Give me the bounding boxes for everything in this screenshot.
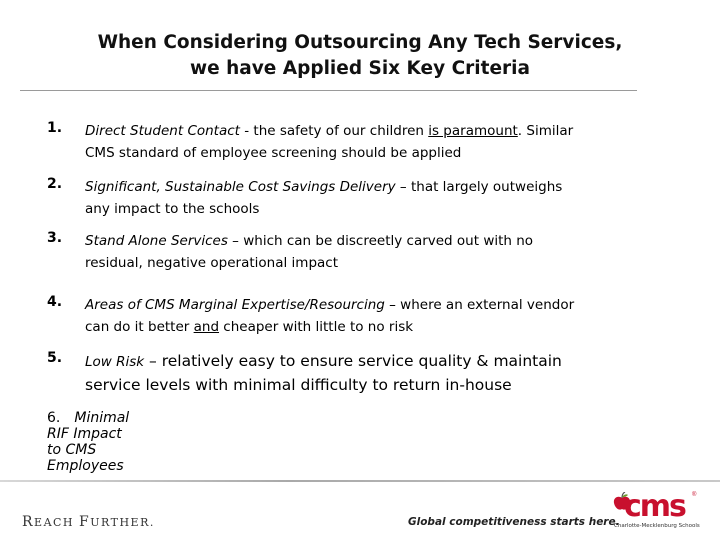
logo-subtitle: Charlotte-Mecklenburg Schools xyxy=(614,523,700,529)
footer-tagline: Global competitiveness starts here. xyxy=(408,516,620,528)
slogan-cap: F xyxy=(79,514,91,530)
criterion-number: 3. xyxy=(47,230,63,246)
criterion-text xyxy=(85,350,685,397)
criterion-line-1 xyxy=(85,294,685,316)
criterion-label: Stand Alone Services xyxy=(85,233,228,249)
criterion-line-1 xyxy=(85,350,685,374)
criterion-desc: – which can be discreetly carved out with no xyxy=(227,233,534,249)
criterion-number: 1. xyxy=(47,120,63,136)
slide-title xyxy=(20,30,700,82)
criterion-line-2 xyxy=(85,316,685,338)
slogan-small: URTHER. xyxy=(90,516,155,529)
criterion-label: Areas of CMS Marginal Expertise/Resourcing – xyxy=(85,297,396,313)
criterion-text xyxy=(85,176,685,220)
criterion-desc: . Similar xyxy=(517,123,574,139)
title-line-1: When Considering Outsourcing Any Tech Services, xyxy=(97,32,623,53)
criterion-desc: cheaper with little to no risk xyxy=(219,319,414,335)
slogan-small: EACH xyxy=(34,516,80,529)
criterion-line-1 xyxy=(85,230,685,252)
criterion-line-2: any impact to the schools xyxy=(85,201,260,217)
criterion-label: Low Risk xyxy=(85,354,145,370)
criterion-number: 4. xyxy=(47,294,63,310)
cms-logo xyxy=(612,490,698,530)
title-divider xyxy=(20,90,637,91)
criterion-desc: - the safety of our children xyxy=(239,123,429,139)
title-line-2: we have Applied Six Key Criteria xyxy=(190,58,530,79)
criterion-6 xyxy=(47,410,129,474)
criterion-line-2: CMS standard of employee screening should be applied xyxy=(85,145,462,161)
criterion-desc: – that largely outweighs xyxy=(395,179,563,195)
registered-mark: ® xyxy=(692,492,697,498)
criterion-desc: where an external vendor xyxy=(395,297,575,313)
criterion-label: Minimal RIF Impact to CMS Employees xyxy=(47,410,130,474)
criterion-label: Significant, Sustainable Cost Savings Delivery xyxy=(85,179,396,195)
criterion-line-2: residual, negative operational impact xyxy=(85,255,338,271)
criterion-text xyxy=(85,120,685,164)
underlined-phrase: is paramount xyxy=(428,123,518,139)
reach-further-slogan xyxy=(22,514,155,530)
criterion-text xyxy=(85,230,685,274)
underlined-word: and xyxy=(193,319,220,335)
criterion-line-1 xyxy=(85,120,685,142)
logo-wordmark: cms xyxy=(624,489,685,524)
criterion-desc: – relatively easy to ensure service quality & maintain xyxy=(144,352,562,370)
criterion-label: Direct Student Contact xyxy=(85,123,240,139)
criterion-number: 5. xyxy=(47,350,63,366)
footer-divider xyxy=(0,480,720,482)
criterion-text xyxy=(85,294,685,338)
criterion-number: 2. xyxy=(47,176,63,192)
criterion-desc: can do it better xyxy=(85,319,194,335)
criterion-line-2: service levels with minimal difficulty to return in-house xyxy=(85,376,512,394)
criterion-line-1 xyxy=(85,176,685,198)
slogan-cap: R xyxy=(22,514,35,530)
criterion-number: 6. xyxy=(47,410,61,426)
